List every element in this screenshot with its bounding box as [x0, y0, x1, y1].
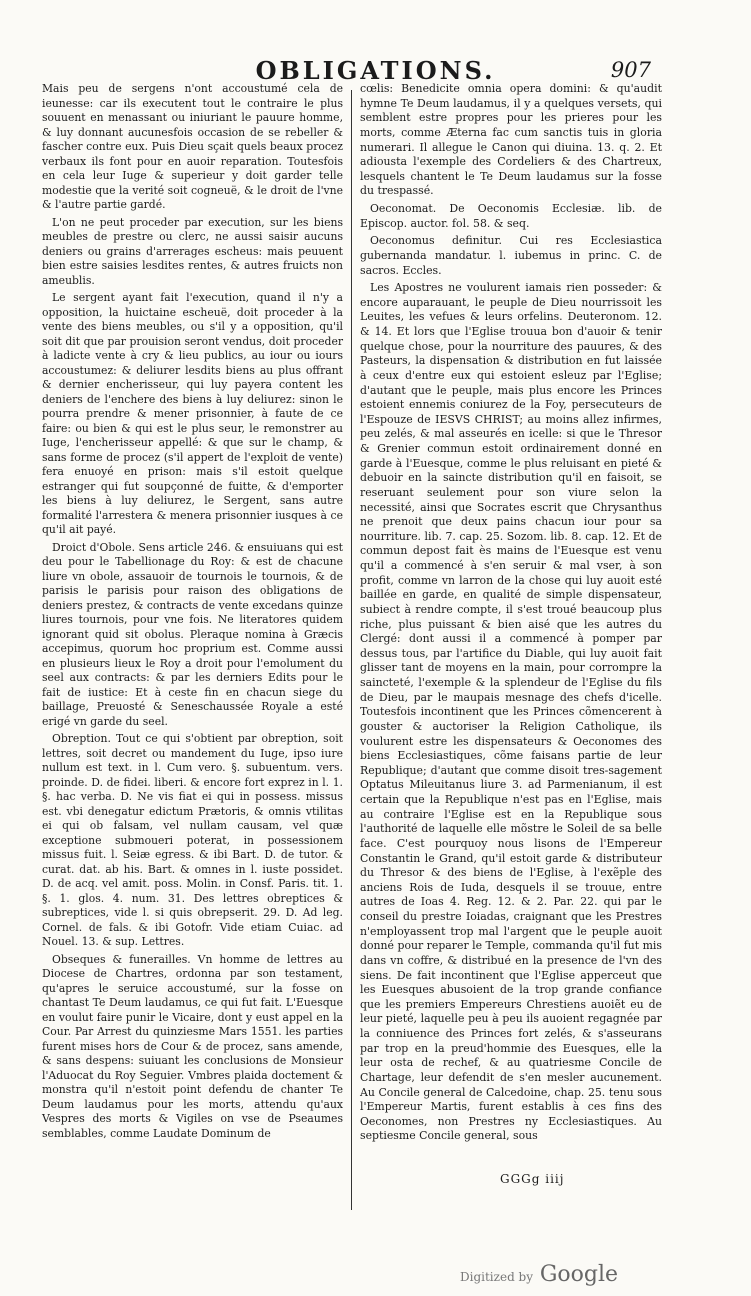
- paragraph: Les Apostres ne voulurent iamais rien posseder: & encore auparauant, le peuple de Dieu nourrissoit les Leuites, les vefues & leurs orfelins. Deuteronom. 12. & 14. Et lors que l'Eglise trouua bon d'auoir & tenir quelque chose, pour la nourriture des pauures, & des Pasteurs, la dispensation & distribution en fut laissée à ceux d'entre eux qui estoient esleuz par l'Eglise; d'autant que le peuple, mais plus encore les Princes estoient ennemis coniurez de la Foy, persecuteurs de l'Espouze de IESVS CHRIST; au moins allez infirmes, peu zelés, & mal asseurés en icelle: si que le Thresor & Grenier commun estoit ordinairement donné en garde à l'Euesque, comme le plus reluisant en pieté & debuoir en la saincte distribution qu'il en faisoit, se reseruant seulement pour son viure selon la necessité, ainsi que Socrates escrit que Chrysanthus ne prenoit que deux pains chacun iour pour sa nourriture. lib. 7. cap. 25. Sozom. lib. 8. cap. 12. Et de commun depost fait ès mains de l'Euesque est venu qu'il a commencé à s'en seruir & mal vser, à son profit, comme vn larron de la chose qui luy auoit esté baillée en garde, en qualité de simple dispensateur, subiect à rendre compte, il s'est troué beaucoup plus riche, plus puissant & bien aisé que les autres du Clergé: dont aussi il a commencé à pomper par dessus tous, par l'artifice du Diable, qui luy auoit fait glisser tant de moyens en la main, pour corrompre la saincteté, l'exemple & la splendeur de l'Eglise du fils de Dieu, par le maupais mesnage des chefs d'icelle. Toutesfois incontinent que les Princes cõmencerent à gouster & auctoriser la Religion Catholique, ils voulurent estre les dispensateurs & Oeconomes des biens Ecclesiastiques, cõme faisans partie de leur Republique; d'autant que comme disoit tres-sagement Optatus Mileuitanus liure 3. ad Parmenianum, il est certain que la Republique n'est pas en l'Eglise, mais au contraire l'Eglise est en la Republique sous l'authorité de laquelle elle mõstre le Soleil de sa belle face. C'est pourquoy nous lisons de l'Empereur Constantin le Grand, qu'il estoit garde & distributeur du Thresor & des biens de l'Eglise, à l'exẽple des anciens Rois de Iuda, desquels il se trouue, entre autres de Ioas 4. Reg. 12. & 2. Par. 22. qui par le conseil du prestre Ioiadas, craignant que les Prestres n'employassent trop mal l'argent que le peuple auoit donné pour reparer le Temple, commanda qu'il fut mis dans vn coffre, & distribué en la presence de l'vn des siens. De fait incontinent que l'Eglise apperceut que les Euesques abusoient de la trop grande confiance que les premiers Empereurs Chrestiens auoiẽt eu de leur pieté, laquelle peu à peu ils auoient regagnée par la conniuence des Princes fort zelés, & s'asseurans par trop en la preud'hommie des Euesques, elle la leur osta de rechef, & au quatriesme Concile de Chartage, leur defendit de s'en mesler aucunement. Au Concile general de Calcedoine, chap. 25. tenu sous l'Empereur Martis, furent establis à ces fins des Oeconomes, non Prestres ny Ecclesiastiques. Au septiesme Concile general, sous: [360, 281, 662, 1143]
- digitized-prefix: Digitized by: [460, 1270, 534, 1284]
- paragraph: Le sergent ayant fait l'execution, quand il n'y a opposition, la huictaine escheuë, doit proceder à la vente des biens meubles, ou s'il y a opposition, qu'il soit dit que par prouision seront vendus, doit proceder à ladicte vente à cry & lieu publics, au iour ou iours accoustumez: & deliurer lesdits biens au plus offrant & dernier encherisseur, qui luy payera content les deniers de l'enchere des biens à luy deliurez: sinon le pourra prendre & mener prisonnier, à faute de ce faire: ou bien & qui est le plus seur, le remonstrer au Iuge, l'encherisseur appellé: & que sur le champ, & sans forme de procez (s'il appert de l'exploit de vente) fera enuoyé en prison: mais s'il estoit quelque estranger qui fut soupçonné de fuitte, & d'emporter les biens à luy deliurez, le Sergent, sans autre formalité l'arrestera & menera prisonnier iusques à ce qu'il ait payé.: [42, 291, 343, 536]
- paragraph: Oeconomus definitur. Cui res Ecclesiastica gubernanda mandatur. l. iubemus in princ. C. de sacros. Eccles.: [360, 234, 662, 277]
- google-logo: Google: [539, 1262, 619, 1287]
- paragraph: Mais peu de sergens n'ont accoustumé cela de ieunesse: car ils executent tout le contraire le plus souuent en menassant ou iniuriant le pauure homme, & luy donnant aucunesfois occasion de se rebeller & fascher contre eux. Puis Dieu sçait quels beaux procez verbaux ils font pour en auoir reparation. Toutesfois en cela leur Iuge & superieur y doit garder telle modestie que la verité soit cogneuë, & le droit de l'vne & l'autre partie gardé.: [42, 82, 343, 211]
- right-column: [360, 82, 662, 1147]
- signature-mark: GGGg iiij: [500, 1172, 565, 1186]
- paragraph: Oeconomat. De Oeconomis Ecclesiæ. lib. de Episcop. auctor. fol. 58. & seq.: [360, 202, 662, 230]
- paragraph: Droict d'Obole. Sens article 246. & ensuiuans qui est deu pour le Tabellionage du Roy: & est de chacune liure vn obole, assauoir de tournois le tournois, & de parisis le parisis pour raison des obligations de deniers prestez, & contracts de vente excedans quinze liures tournois, pour vne fois. Ne literatores quidem ignorant quid sit obolus. Pleraque nomina à Græcis accepimus, quorum hoc proprium est. Comme aussi en plusieurs lieux le Roy a droit pour l'emolument du seel aux contracts: & par les derniers Edits pour le fait de iustice: Et à ceste fin en chacun siege du baillage, Preuosté & Seneschaussée Royale a esté erigé vn garde du seel.: [42, 540, 344, 728]
- page-number: 907: [610, 58, 651, 82]
- paragraph: cœlis: Benedicite omnia opera domini: & qu'audit hymne Te Deum laudamus, il y a quelques versets, qui semblent estre propres pour les prieres pour les morts, comme Æterna fac cum sanctis tuis in gloria numerari. Il allegue le Canon qui diuina. 13. q. 2. Et adiousta l'exemple des Cordeliers & des Chartreux, lesquels chantent le Te Deum laudamus sur la fosse du trespassé.: [360, 82, 662, 198]
- left-column: [42, 82, 343, 1144]
- paragraph: L'on ne peut proceder par execution, sur les biens meubles de prestre ou clerc, ne aussi saisir aucuns deniers ou grains d'arrerages escheus: mais peuuent bien estre saisies lesdites rentes, & autres fruicts non ameublis.: [42, 215, 343, 287]
- digitized-watermark: [460, 1262, 618, 1287]
- column-divider: [351, 90, 352, 1210]
- paragraph: Obreption. Tout ce qui s'obtient par obreption, soit lettres, soit decret ou mandement du Iuge, ipso iure nullum est text. in l. Cum vero. §. subuentum. vers. proinde. D. de fidei. liberi. & encore fort exprez in l. 1. §. hac verba. D. Ne vis fiat ei qui in possess. missus est. vbi denegatur edictum Prætoris, & omnis vtilitas ei qui ob falsam, vel nullam causam, vel quæ exceptione submoueri poterat, in possessionem missus fuit. l. Seiæ egress. & ibi Bart. D. de tutor. & curat. dat. ab his. Bart. & omnes in l. iuste possidet. D. de acq. vel amit. poss. Molin. in Consf. Paris. tit. 1. §. 1. glos. 4. num. 31. Des lettres obreptices & subreptices, vide l. si quis obrepserit. 29. D. Ad leg. Cornel. de fals. & ibi Gotofr. Vide etiam Cuiac. ad Nouel. 13. & sup. Lettres.: [42, 732, 343, 948]
- paragraph: Obseques & funerailles. Vn homme de lettres au Diocese de Chartres, ordonna par son testament, qu'apres le seruice accoustumé, sur la fosse on chantast Te Deum laudamus, ce qui fut fait. L'Euesque en voulut faire punir le Vicaire, dont y eust appel en la Cour. Par Arrest du quinziesme Mars 1551. les parties furent mises hors de Cour & de procez, sans amende, & sans despens: suiuant les conclusions de Monsieur l'Aduocat du Roy Seguier. Vmbres plaida doctement & monstra qu'il n'estoit point defendu de chanter Te Deum laudamus pour les morts, attendu qu'aux Vespres des morts & Vigiles on vse de Pseaumes semblables, comme Laudate Dominum de: [42, 952, 343, 1140]
- running-title: OBLIGATIONS.: [255, 56, 496, 85]
